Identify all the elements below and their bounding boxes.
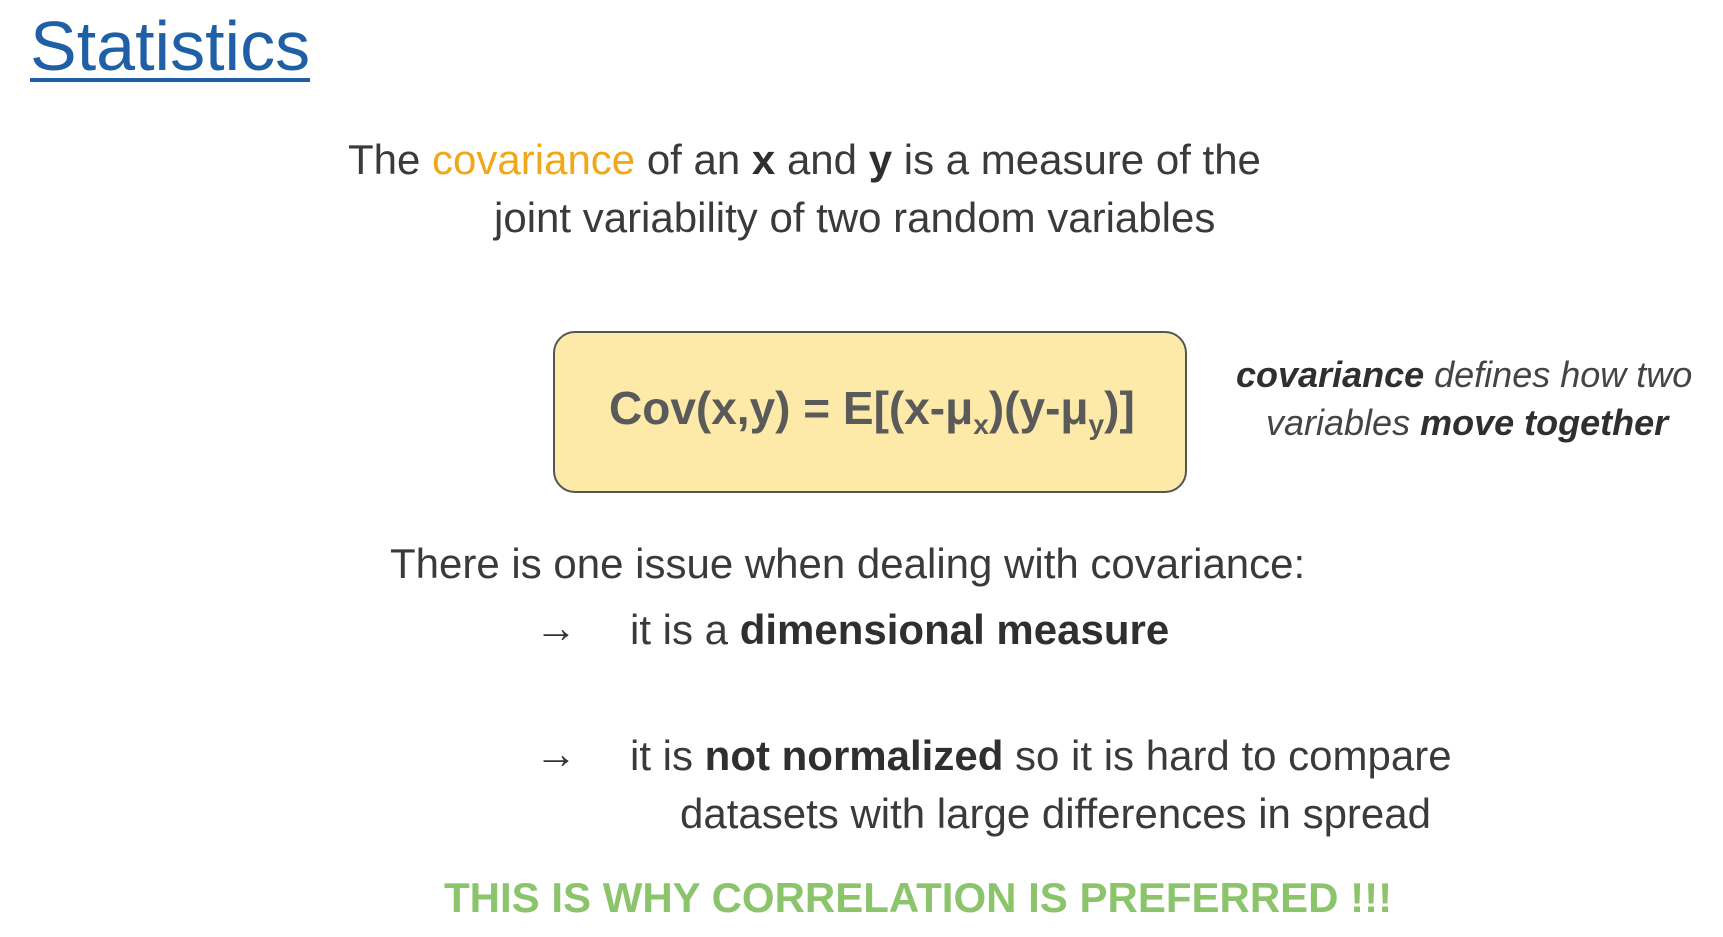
side-note-text: variables: [1266, 402, 1421, 443]
formula-mid: )(y-μ: [988, 382, 1089, 434]
covariance-highlight: covariance: [432, 136, 636, 183]
variable-y: y: [868, 136, 893, 183]
side-note-bold: covariance: [1236, 354, 1425, 395]
definition-line-1: [348, 136, 1261, 184]
definition-line-2: joint variability of two random variables: [494, 194, 1216, 241]
covariance-formula: [609, 381, 1135, 441]
slide-title: Statistics: [30, 7, 311, 85]
bullet-text: it is: [630, 732, 705, 779]
bullet-dimensional: [630, 606, 1169, 654]
arrow-right-icon: →: [535, 604, 577, 651]
definition-text: of an: [635, 136, 752, 183]
bullet-text: it is a: [630, 606, 740, 653]
variable-x: x: [751, 136, 776, 183]
definition-text: and: [775, 136, 869, 183]
bullet-not-normalized: [630, 732, 1452, 780]
arrow-right-icon: →: [535, 730, 577, 777]
side-note-line-1: [1236, 354, 1692, 396]
bullet-not-normalized-line-2: datasets with large differences in spread: [680, 790, 1431, 837]
formula-box: [553, 331, 1187, 493]
formula-end: )]: [1104, 382, 1135, 434]
formula-subscript-y: y: [1088, 409, 1105, 440]
side-note-text: defines how two: [1424, 354, 1693, 395]
bullet-text: so it is hard to compare: [1003, 732, 1452, 779]
side-note-bold: move together: [1420, 402, 1669, 443]
bullet-bold: not normalized: [704, 732, 1004, 779]
conclusion: THIS IS WHY CORRELATION IS PREFERRED !!!: [444, 874, 1393, 921]
formula-subscript-x: x: [973, 409, 989, 440]
bullet-bold: dimensional measure: [739, 606, 1170, 653]
formula-lhs: Cov(x,y) = E[(x-μ: [609, 382, 974, 434]
issue-intro: There is one issue when dealing with covariance:: [390, 540, 1306, 587]
definition-text: The: [348, 136, 433, 183]
definition-text: is a measure of the: [892, 136, 1261, 183]
side-note-line-2: [1266, 402, 1668, 444]
